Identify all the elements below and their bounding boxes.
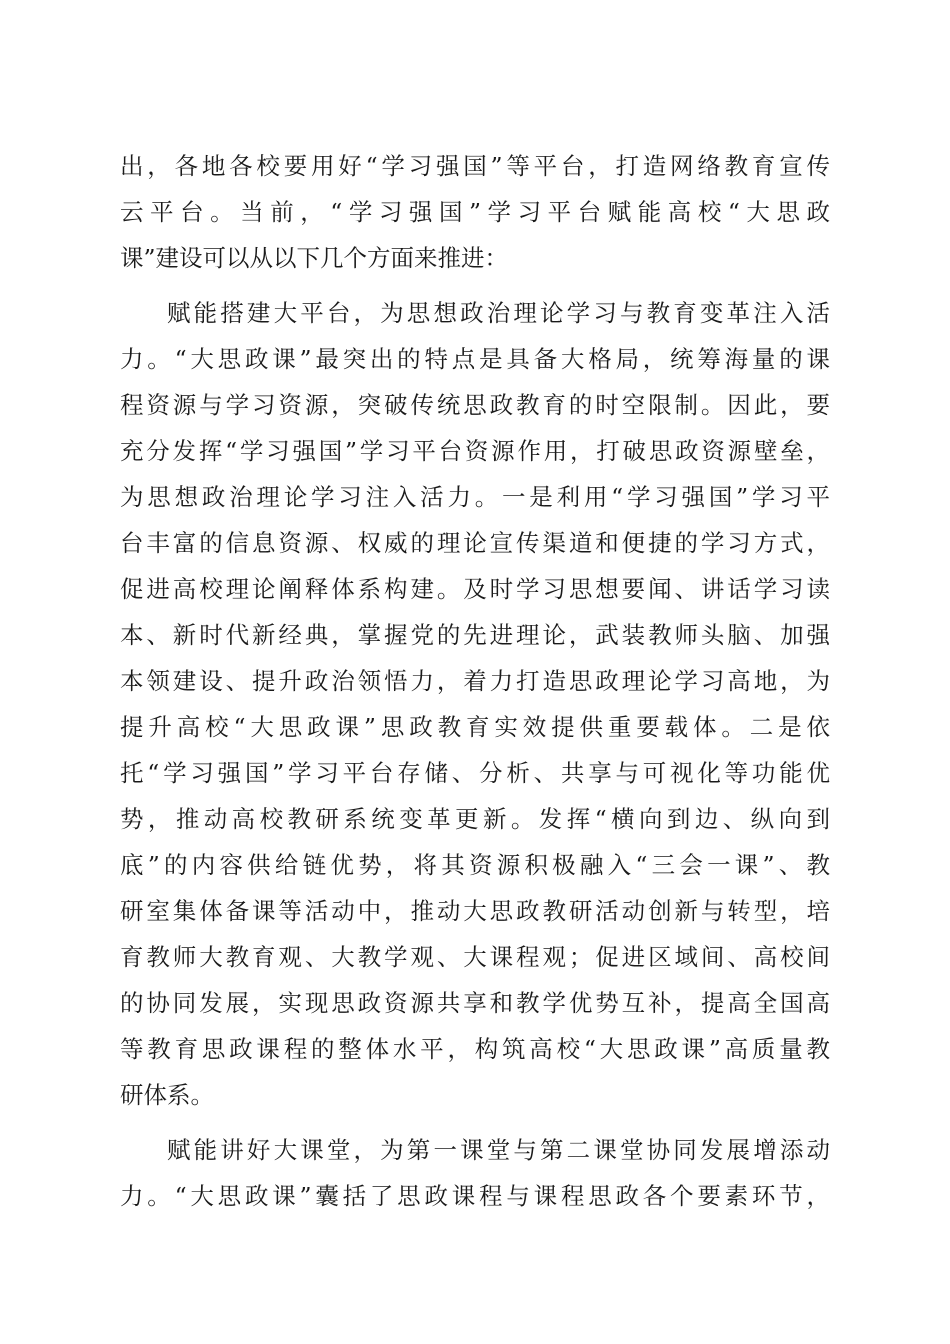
- body-text: [120, 143, 830, 1219]
- text-line: 促进高校理论阐释体系构建。及时学习思想要闻、讲话学习读: [120, 575, 830, 603]
- text-line: 课”建设可以从以下几个方面来推进：: [120, 244, 509, 272]
- text-line: 托“学习强国”学习平台存储、分析、共享与可视化等功能优: [120, 759, 830, 787]
- paragraph: [120, 290, 830, 1118]
- text-line: 本领建设、提升政治领悟力，着力打造思政理论学习高地，为: [120, 667, 830, 695]
- text-line: 等教育思政课程的整体水平，构筑高校“大思政课”高质量教: [120, 1035, 830, 1063]
- text-line: 力。“大思政课”最突出的特点是具备大格局，统筹海量的课: [120, 345, 830, 373]
- text-line: 本、新时代新经典，掌握党的先进理论，武装教师头脑、加强: [120, 621, 830, 649]
- text-line: 研室集体备课等活动中，推动大思政教研活动创新与转型，培: [120, 897, 830, 925]
- text-line: 出，各地各校要用好“学习强国”等平台，打造网络教育宣传: [120, 152, 830, 180]
- text-line: 底”的内容供给链优势，将其资源积极融入“三会一课”、教: [120, 851, 830, 879]
- text-line: 研体系。: [120, 1081, 214, 1109]
- paragraph: [120, 1127, 830, 1219]
- text-line: 育教师大教育观、大教学观、大课程观；促进区域间、高校间: [120, 943, 830, 971]
- text-line: 赋能讲好大课堂，为第一课堂与第二课堂协同发展增添动: [167, 1136, 830, 1164]
- text-line: 提升高校“大思政课”思政教育实效提供重要载体。二是依: [120, 713, 830, 741]
- text-line: 台丰富的信息资源、权威的理论宣传渠道和便捷的学习方式，: [120, 529, 830, 557]
- text-line: 势，推动高校教研系统变革更新。发挥“横向到边、纵向到: [120, 805, 830, 833]
- text-line: 为思想政治理论学习注入活力。一是利用“学习强国”学习平: [120, 483, 830, 511]
- text-line: 力。“大思政课”囊括了思政课程与课程思政各个要素环节，: [120, 1182, 830, 1210]
- text-line: 程资源与学习资源，突破传统思政教育的时空限制。因此，要: [120, 391, 830, 419]
- paragraph: [120, 143, 830, 281]
- text-line: 云平台。当前，“学习强国”学习平台赋能高校“大思政: [120, 198, 830, 226]
- text-line: 充分发挥“学习强国”学习平台资源作用，打破思政资源壁垒，: [120, 437, 830, 465]
- text-line: 赋能搭建大平台，为思想政治理论学习与教育变革注入活: [167, 299, 830, 327]
- text-line: 的协同发展，实现思政资源共享和教学优势互补，提高全国高: [120, 989, 830, 1017]
